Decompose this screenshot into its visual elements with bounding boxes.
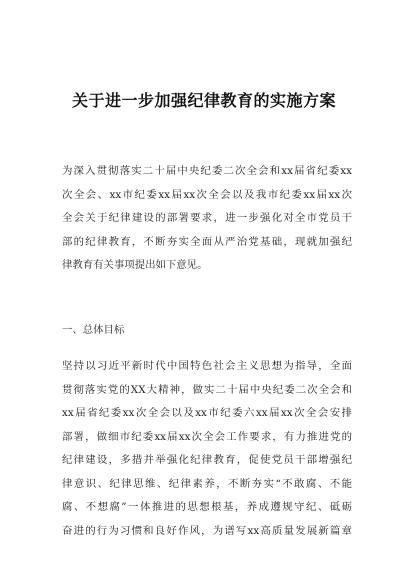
intro-line-1: 为深入贯彻落实二十届中央纪委二次全会和xx届省纪委xx [62, 165, 352, 177]
section-line-2: 贯彻落实党的XX大精神，做实二十届中央纪委二次全会和 [62, 383, 352, 396]
section-line-4: 部署，做细市纪委xx届xx次全会工作要求，有力推进党的 [62, 430, 352, 443]
section-line-7: 腐、不想腐”一体推进的思想根基，养成遵规守纪、砥砺 [62, 501, 352, 513]
section-line-8: 奋进的行为习惯和良好作风，为谱写xx高质量发展新篇章 [62, 524, 352, 537]
intro-paragraph [62, 160, 352, 278]
intro-line-5: 律教育有关事项提出如下意见。 [62, 259, 208, 271]
intro-line-2: 次全会、xx市纪委xx届xx次全会以及我市纪委xx届xx次 [62, 188, 352, 201]
section-line-5: 纪律建设，多措并举强化纪律教育，促使党员干部增强纪 [62, 454, 352, 466]
section-line-1: 坚持以习近平新时代中国特色社会主义思想为指导，全面 [62, 360, 352, 372]
section-line-6: 律意识、纪律思维、纪律素养，不断夯实“不敢腐、不能 [62, 477, 352, 490]
intro-line-3: 全会关于纪律建设的部署要求，进一步强化对全市党员干 [62, 212, 352, 224]
section-paragraph [62, 355, 352, 543]
section-heading: 一、总体目标 [62, 324, 125, 336]
intro-line-4: 部的纪律教育，不断夯实全面从严治党基础，现就加强纪 [62, 235, 352, 248]
section-line-3: xx届省纪委xx次全会以及xx市纪委六xx届xx次全会安排 [62, 407, 352, 419]
document-title: 关于进一步加强纪律教育的实施方案 [71, 91, 336, 110]
